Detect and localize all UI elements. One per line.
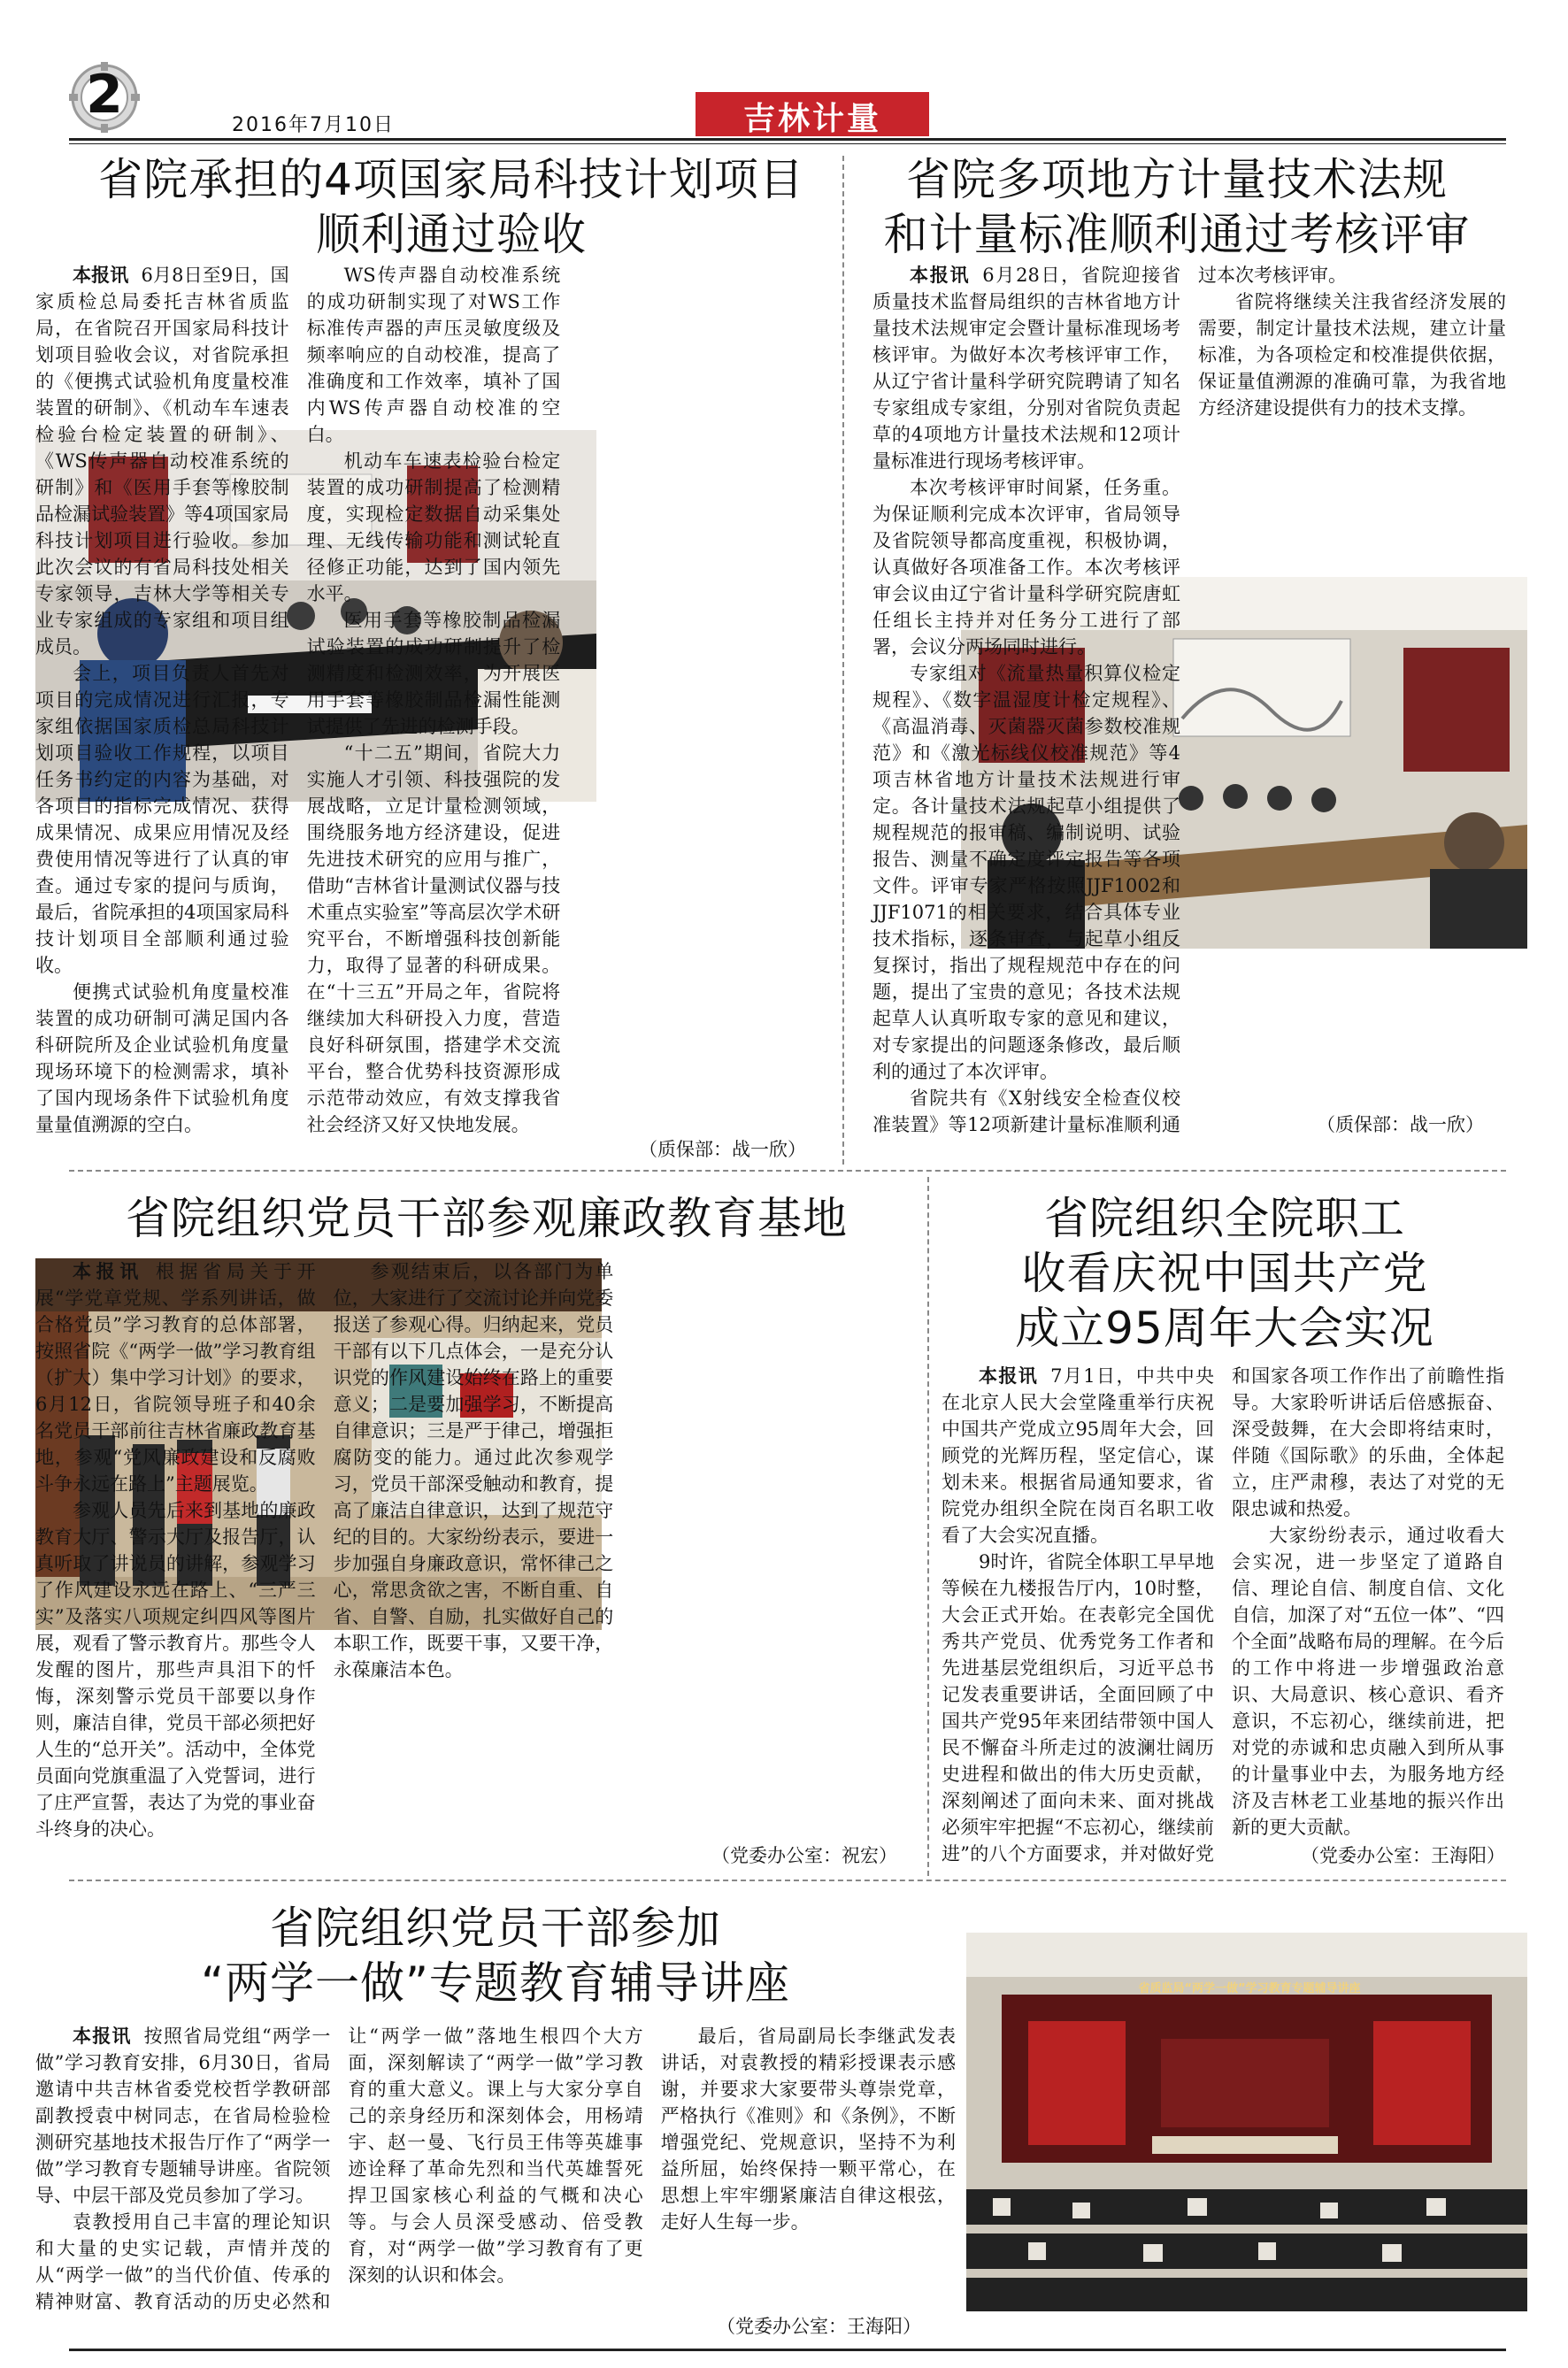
article1-paragraph: 机动车车速表检验台检定装置的成功研制提高了检测精度，实现检定数据自动采集处理、无线传输功能和测试轮直径修正功能，达到了国内领先水平。 bbox=[306, 450, 561, 604]
article1-paragraph: 便携式试验机角度量校准装置的成功研制可满足国内各科研院所及企业试验机角度量现场环境下的检测需求，填补了国内现场条件下试验机角度量量值溯源的空白。 bbox=[35, 981, 289, 1135]
article4-lead: 本报讯 bbox=[979, 1365, 1039, 1387]
brand-title: 吉林计量 bbox=[742, 101, 881, 137]
article5-paragraph: 最后，省局副局长李继武发表讲话，对袁教授的精彩授课表示感谢，并要求大家要带头尊崇党章，严格执行《准则》和《条例》，不断增强党纪、党规意识，坚持不为利益所屈，始终保持一颗平常心，在思想上牢牢绷紧廉洁自律这根弦，走好人生每一步。 bbox=[660, 2026, 956, 2233]
article2-title-line1: 省院多项地方计量技术法规 bbox=[906, 154, 1448, 205]
article1-title-line1: 省院承担的4项国家局科技计划项目 bbox=[98, 154, 804, 205]
article4-paragraph: 9时许，省院全体职工早早地等候在九楼报告厅内，10时整，大会正式开始。在表彰完全国优秀共产党员、优秀党务工作者和先进基层党组织后，习近平总书记发表重要讲话，全面回顾了中国共产党95年来团结带领中国人民不懈奋斗所走过的波澜壮阔历史进程和做出的伟大历史贡献，深刻阐述了面向未来、面对挑战必须牢牢把握“不忘初心，继续前进”的八个方面要求，并对做好党和国家各项工作作出了前瞻性指导。大家聆听讲话后倍感振奋、深受鼓舞，在大会即将结束时，伴随《国际歌》的乐曲，全体起立，庄严肃穆，表达了对党的无限忠诚和热爱。 bbox=[942, 1365, 1504, 1864]
article5-title-line2: “两学一做”专题教育辅导讲座 bbox=[201, 1957, 790, 2009]
article5-body bbox=[35, 2023, 956, 2334]
article3-lead: 本报讯 bbox=[73, 1261, 143, 1282]
article4-title-line2: 收看庆祝中国共产党 bbox=[1021, 1248, 1428, 1299]
article2-paragraph: 本报讯 6月28日，省院迎接省质量技术监督局组织的吉林省地方计量技术法规审定会暨计量标准现场考核评审。为做好本次考核评审工作，从辽宁省计量科学研究院聘请了知名专家组成专家组，分别对省院负责起草的4项地方计量技术法规和12项计量标准进行现场考核评审。 bbox=[872, 265, 1180, 472]
article4-paragraph: 大家纷纷表示，通过收看大会实况，进一步坚定了道路自信、理论自信、制度自信、文化自信，加深了对“五位一体”、“四个全面”战略布局的理解。在今后的工作中将进一步增强政治意识、大局意识、核心意识、看齐意识，不忘初心，继续前进，把对党的赤诚和忠贞融入到所从事的计量事业中去，为服务地方经济及吉林老工业基地的振兴作出新的更大贡献。 bbox=[1232, 1525, 1504, 1838]
article3-body bbox=[35, 1258, 911, 1869]
masthead-rule-thin bbox=[69, 143, 1506, 144]
article5-lead: 本报讯 bbox=[73, 2026, 132, 2047]
article2-paragraph: 省院将继续关注我省经济发展的需要，制定计量技术法规，建立计量标准，为各项检定和校准提供依据，保证量值溯源的准确可靠，为我省地方经济建设提供有力的技术支撑。 bbox=[1198, 291, 1506, 419]
section-divider-1 bbox=[69, 1170, 1506, 1172]
article1-credit: （质保部：战一欣） bbox=[639, 1139, 806, 1160]
column-divider-top bbox=[842, 156, 844, 1165]
article4-paragraph: 本报讯 7月1日，中共中央在北京人民大会堂隆重举行庆祝中国共产党成立95周年大会，回顾党的光辉历程，坚定信心，谋划未来。根据省局通知要求，省院党办组织全院在岗百名职工收看了大会实况直播。 bbox=[942, 1365, 1214, 1546]
article2-paragraph: 专家组对《流量热量积算仪检定规程》、《数字温湿度计检定规程》、《高温消毒、灭菌器灭菌参数校准规范》和《激光标线仪校准规范》等4项吉林省地方计量技术法规进行审定。各计量技术法规起草小组提供了规程规范的报审稿、编制说明、试验报告、测量不确定度评定报告等各项文件。评审专家严格按照JJF1002和JJF1071的相关要求，结合具体专业技术指标，逐条审查，与起草小组反复探讨，指出了规程规范中存在的问题，提出了宝贵的意见；各技术法规起草人认真听取专家的意见和建议，对专家提出的问题逐条修改，最后顺利的通过了本次评审。 bbox=[872, 663, 1180, 1082]
article1-paragraph: 会上，项目负责人首先对项目的完成情况进行汇报，专家组依据国家质检总局科技计划项目验收工作规程，以项目任务书约定的内容为基础，对各项目的指标完成情况、获得成果情况、成果应用情况及经费使用情况等进行了认真的审查。通过专家的提问与质询，最后，省院承担的4项国家局科技计划项目全部顺利通过验收。 bbox=[35, 663, 289, 976]
article3-paragraph: 本报讯 根据省局关于开展“学党章党规、学系列讲话，做合格党员”学习教育的总体部署，按照省院《“两学一做”学习教育组（扩大）集中学习计划》的要求，6月12日，省院领导班子和40余名党员干部前往吉林省廉政教育基地，参观“党风廉政建设和反腐败斗争永远在路上”主题展览。 bbox=[35, 1261, 316, 1495]
footer-rule bbox=[69, 2349, 1506, 2351]
article5-credit: （党委办公室：王海阳） bbox=[717, 2316, 921, 2337]
article4-title-line1: 省院组织全院职工 bbox=[1044, 1193, 1405, 1244]
page-number-badge bbox=[69, 62, 140, 133]
article1-body bbox=[35, 262, 832, 1149]
issue-date: 2016年7月10日 bbox=[232, 114, 395, 136]
article4-title-line3: 成立95周年大会实况 bbox=[1015, 1303, 1434, 1354]
article1-paragraph: 医用手套等橡胶制品检漏试验装置的成功研制提升了检测精度和检测效率，为开展医用手套等橡胶制品检漏性能测试提供了先进的检测手段。 bbox=[306, 610, 561, 737]
lecture-banner-text: 省质监局“两学一做”学习教育专题辅导讲座 bbox=[1138, 1982, 1361, 1995]
article3-credit: （党委办公室：祝宏） bbox=[711, 1845, 897, 1866]
article2-paragraph: 本次考核评审时间紧，任务重。为保证顺利完成本次评审，省局领导及省院领导都高度重视，积极协调，认真做好各项准备工作。本次考核评审会议由辽宁省计量科学研究院唐虹任组长主持并对任务分工进行了部署，会议分两场同时进行。 bbox=[872, 477, 1180, 657]
section-divider-2 bbox=[69, 1880, 1506, 1881]
page-number: 2 bbox=[86, 64, 123, 126]
article4-credit: （党委办公室：王海阳） bbox=[1301, 1845, 1505, 1866]
article3-paragraph: 参观结束后，以各部门为单位，大家进行了交流讨论并向党委报送了参观心得。归纳起来，党员干部有以下几点体会，一是充分认识党的作风建设始终在路上的重要意义；二是要加强学习，不断提高自律意识；三是严于律己，增强拒腐防变的能力。通过此次参观学习，党员干部深受触动和教育，提高了廉洁自律意识，达到了规范守纪的目的。大家纷纷表示，要进一步加强自身廉政意识，常怀律己之心，常思贪欲之害，不断自重、自省、自警、自励，扎实做好自己的本职工作，既要干事，又要干净，永葆廉洁本色。 bbox=[333, 1261, 614, 1680]
article5-title-line1: 省院组织党员干部参加 bbox=[270, 1903, 721, 1954]
article3-title: 省院组织党员干部参观廉政教育基地 bbox=[126, 1193, 848, 1244]
column-divider-middle bbox=[927, 1177, 929, 1876]
article5-paragraph: 本报讯 按照省局党组“两学一做”学习教育安排，6月30日，省局邀请中共吉林省委党校哲学教研部副教授袁中树同志，在省局检验检测研究基地技术报告厅作了“两学一做”学习教育专题辅导讲座。省院领导、中层干部及党员参加了学习。 bbox=[35, 2026, 331, 2206]
article2-title-line2: 和计量标准顺利通过考核评审 bbox=[883, 209, 1471, 260]
article2-body bbox=[872, 262, 1506, 1149]
article1-title-line2: 顺利通过验收 bbox=[316, 209, 587, 260]
masthead-rule bbox=[69, 138, 1506, 141]
article4-body bbox=[942, 1363, 1504, 1869]
article2-lead: 本报讯 bbox=[910, 265, 971, 286]
article1-paragraph: “十二五”期间，省院大力实施人才引领、科技强院的发展战略，立足计量检测领域，围绕服务地方经济建设，促进先进技术研究的应用与推广，借助“吉林省计量测试仪器与技术重点实验室”等高层次学术研究平台，不断增强科技创新能力，取得了显著的科研成果。在“十三五”开局之年，省院将继续加大科研投入力度，营造良好科研氛围，搭建学术交流平台，整合优势科技资源形成示范带动效应，有效支撑我省社会经济又好又快地发展。 bbox=[306, 742, 561, 1135]
article1-lead: 本报讯 bbox=[73, 265, 129, 286]
article1-paragraph: 本报讯 6月8日至9日，国家质检总局委托吉林省质监局，在省院召开国家局科技计划项目验收会议，对省院承担的《便携式试验机角度量校准装置的研制》、《机动车车速表检验台检定装置的研制》、《WS传声器自动校准系统的研制》和《医用手套等橡胶制品检漏试验装置》等4项国家局科技计划项目进行验收。参加此次会议的有省局科技处相关专家领导，吉林大学等相关专业专家组成的专家组和项目组成员。 bbox=[35, 265, 289, 657]
article2-credit: （质保部：战一欣） bbox=[1317, 1114, 1484, 1135]
article3-paragraph: 参观人员先后来到基地的廉政教育大厅、警示大厅及报告厅，认真听取了讲说员的讲解，参观学习了作风建设永远在路上、“三严三实”及落实八项规定纠四风等图片展，观看了警示教育片。那些令人发醒的图片，那些声具泪下的忏悔，深刻警示党员干部要以身作则，廉洁自律，党员干部必须把好人生的“总开关”。活动中，全体党员面向党旗重温了入党誓词，进行了庄严宣誓，表达了为党的事业奋斗终身的决心。 bbox=[35, 1500, 316, 1840]
lecture-hall-photo bbox=[966, 1933, 1527, 2311]
article1-paragraph: WS传声器自动校准系统的成功研制实现了对WS工作标准传声器的声压灵敏度级及频率响应的自动校准，提高了准确度和工作效率，填补了国内WS传声器自动校准的空白。 bbox=[306, 265, 561, 445]
article2-paragraph: 省院共有《X射线安全检查仪校准装置》等12项新建计量标准顺利通过本次考核评审。 bbox=[872, 265, 1347, 1135]
article5-paragraph: 袁教授用自己丰富的理论知识和大量的史实记载，声情并茂的从“两学一做”的当代价值、传承的精神财富、教育活动的历史必然和让“两学一做”落地生根四个大方面，深刻解读了“两学一做”学习教育的重大意义。课上与大家分享自己的亲身经历和深刻体会，用杨靖宇、赵一曼、飞行员王伟等英雄事迹诠释了革命先烈和当代英雄誓死捍卫国家核心利益的气概和决心等。与会人员深受感动、倍受教育，对“两学一做”学习教育有了更深刻的认识和体会。 bbox=[35, 2026, 643, 2312]
